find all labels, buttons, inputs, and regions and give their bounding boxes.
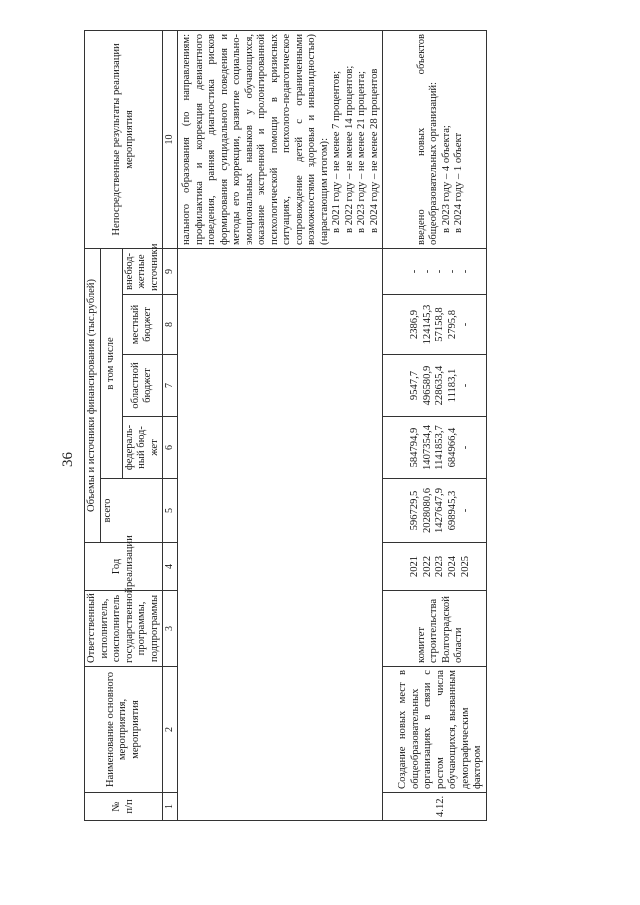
extra-value: - <box>409 269 421 274</box>
local-value: - <box>459 322 471 327</box>
row-executor: комитет строительства Волгоградской области <box>383 591 487 667</box>
column-number: 10 <box>163 30 178 248</box>
total-value: 596729,5 <box>409 490 421 531</box>
continuation-item: в 2021 году – не менее 7 процентов; <box>331 70 342 233</box>
header-local: местный бюджет <box>122 295 163 355</box>
column-number: 4 <box>163 543 178 591</box>
header-name: Наименование основного мероприятия, мероприятия <box>85 667 163 793</box>
result-item: в 2023 году – 4 объекта; <box>440 125 452 233</box>
header-financing: Объемы и источники финансирования (тыс.рублей) <box>85 248 101 542</box>
local-value: 57158,8 <box>434 307 446 342</box>
result-item: в 2024 году – 1 объект <box>453 132 465 233</box>
continuation-row <box>178 30 383 820</box>
regional-value: 9547,7 <box>409 370 421 401</box>
row-number: 4.12. <box>383 793 487 821</box>
row-result <box>383 30 487 248</box>
extra-value: - <box>421 269 433 274</box>
year-value: 2022 <box>421 555 433 578</box>
page-number: 36 <box>60 452 76 467</box>
federal-value: 584794,9 <box>409 427 421 468</box>
year-value: 2021 <box>409 555 421 578</box>
column-number: 7 <box>163 355 178 417</box>
federal-value: 1407354,4 <box>421 424 433 471</box>
extra-value: - <box>459 269 471 274</box>
header-extra: внебюд-жетные источники <box>122 248 163 294</box>
header-total: всего <box>100 479 163 543</box>
row-name: Создание новых мест в общеобразовательных организациях в связи с ростом числа обучающихся, вызванным демографическим фактором <box>383 667 487 793</box>
federal-value: 1141853,7 <box>434 425 446 470</box>
row-total <box>383 479 487 543</box>
column-number: 8 <box>163 295 178 355</box>
row-federal <box>383 417 487 479</box>
result-text: введено новых объектов общеобразовательных организаций: <box>415 33 440 245</box>
continuation-item: в 2024 году – не менее 28 процентов <box>368 68 380 233</box>
column-number: 3 <box>163 591 178 667</box>
table-row <box>383 30 487 820</box>
continuation-item: в 2023 году – не менее 21 процента; <box>356 71 367 233</box>
federal-value: - <box>459 445 471 450</box>
continuation-item: в 2022 году – не менее 14 процентов; <box>343 65 355 233</box>
year-value: 2025 <box>459 555 471 578</box>
total-value: 1427647,9 <box>434 487 446 534</box>
year-value: 2023 <box>434 555 446 578</box>
continuation-text: нального образования (по направлениям: профилактика и коррекция девиантного поведения, ранняя диагностика рисков формирования суицидального поведения и методы его коррекции, развитие социально-эмоциональных навыков у обучающихся, оказание экстренной и пролонгированной психологической помощи в кризисных ситуациях, психолого-педагогическое сопровождение детей с ограниченными возможностями здоровья и инвалидностью) (нарастающим итогом): <box>181 33 330 245</box>
total-value: 2028080,6 <box>421 487 433 534</box>
header-including: в том числе <box>100 248 122 478</box>
column-numbers-row <box>163 30 178 820</box>
row-extra <box>383 248 487 294</box>
row-years <box>383 543 487 591</box>
local-value: 2386,9 <box>409 309 421 340</box>
column-number: 5 <box>163 479 178 543</box>
total-value: - <box>459 508 471 513</box>
regional-value: 11183,1 <box>447 368 459 403</box>
column-number: 9 <box>163 248 178 294</box>
row-local <box>383 295 487 355</box>
total-value: 698945,3 <box>447 490 459 531</box>
regional-value: 496580,9 <box>421 365 433 406</box>
column-number: 6 <box>163 417 178 479</box>
local-value: 124145,3 <box>421 304 433 345</box>
year-value: 2024 <box>447 555 459 578</box>
column-number: 1 <box>163 793 178 821</box>
program-table <box>84 30 487 821</box>
federal-value: 684966,4 <box>447 427 459 468</box>
header-federal: федераль-ный бюд-жет <box>122 417 163 479</box>
header-regional: областной бюджет <box>122 355 163 417</box>
local-value: 2795,8 <box>447 309 459 340</box>
header-num: № п/п <box>85 793 163 821</box>
regional-value: - <box>459 383 471 388</box>
continuation-result <box>178 30 383 248</box>
row-regional <box>383 355 487 417</box>
header-year: Год реализации <box>85 543 163 591</box>
header-result: Непосредственные результаты реализации мероприятия <box>85 30 163 248</box>
regional-value: 228635,4 <box>434 365 446 406</box>
header-executor: Ответственный исполнитель, соисполнитель государственной программы, подпрограммы <box>85 591 163 667</box>
column-number: 2 <box>163 667 178 793</box>
extra-value: - <box>447 269 459 274</box>
extra-value: - <box>434 269 446 274</box>
